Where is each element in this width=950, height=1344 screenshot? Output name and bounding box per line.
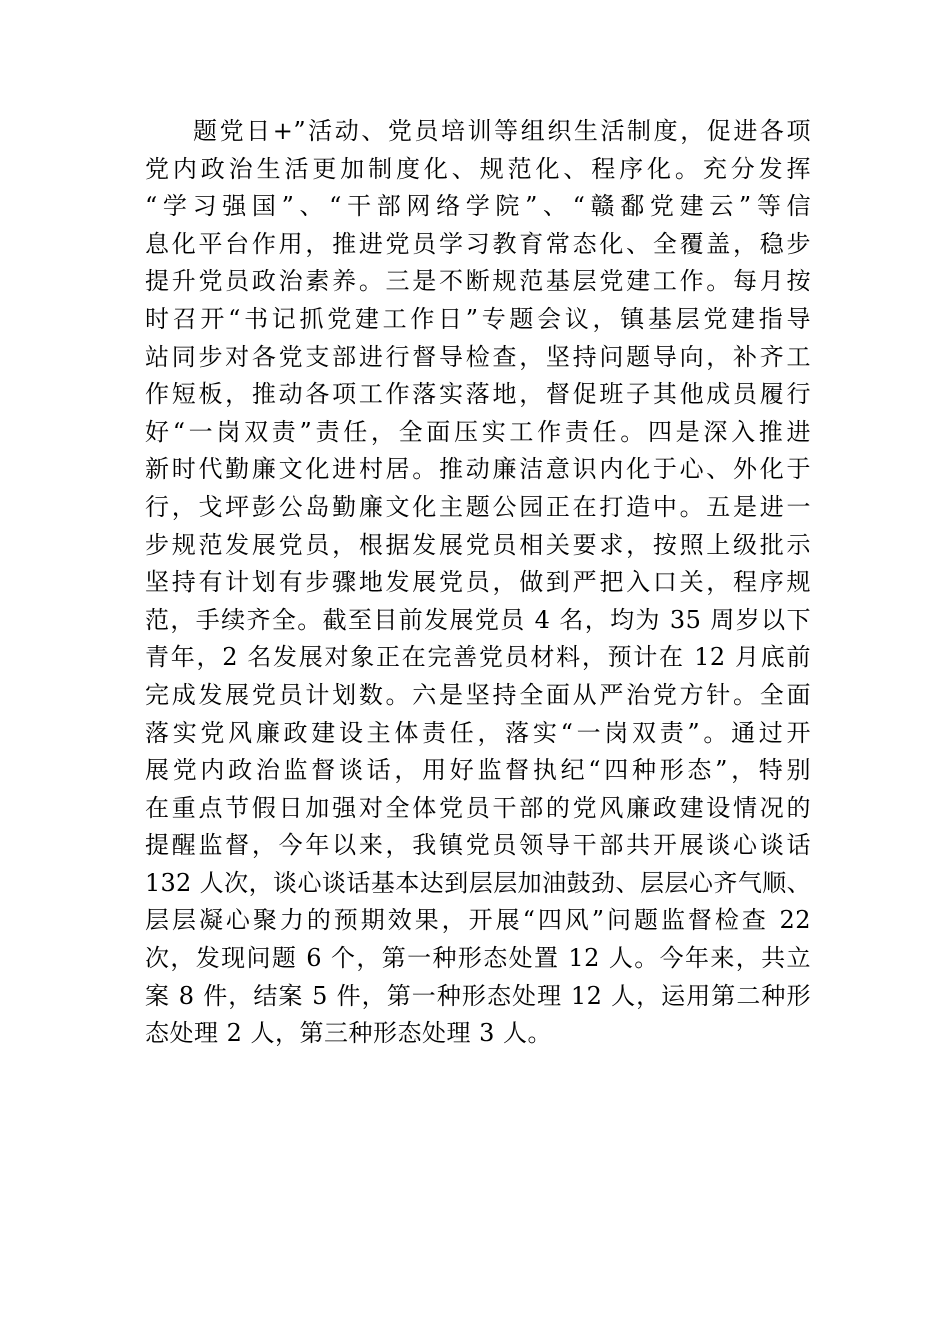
text-line: 题党日+”活动、党员培训等组织生活制度，促进各项 <box>193 117 811 145</box>
text-line: 132 人次，谈心谈话基本达到层层加油鼓劲、层层心齐气顺、 <box>145 868 811 897</box>
text-line: 新时代勤廉文化进村居。推动廉洁意识内化于心、外化于 <box>145 455 811 484</box>
text-line: 党内政治生活更加制度化、规范化、程序化。充分发挥 <box>145 154 811 183</box>
text-line: 坚持有计划有步骤地发展党员，做到严把入口关，程序规 <box>145 568 811 597</box>
text-line: “学习强国”、“干部网络学院”、“赣鄱党建云”等信 <box>145 192 811 221</box>
text-line: 案 8 件，结案 5 件，第一种形态处理 12 人，运用第二种形 <box>145 981 811 1010</box>
text-line: 提醒监督，今年以来，我镇党员领导干部共开展谈心谈话 <box>145 831 811 860</box>
text-line: 展党内政治监督谈话，用好监督执纪“四种形态”，特别 <box>145 756 811 785</box>
text-line: 行，戈坪彭公岛勤廉文化主题公园正在打造中。五是进一 <box>145 492 811 521</box>
text-line: 在重点节假日加强对全体党员干部的党风廉政建设情况的 <box>145 793 811 822</box>
text-line: 范，手续齐全。截至目前发展党员 4 名，均为 35 周岁以下 <box>145 605 811 634</box>
text-line: 步规范发展党员，根据发展党员相关要求，按照上级批示 <box>145 530 811 559</box>
text-line: 层层凝心聚力的预期效果，开展“四风”问题监督检查 22 <box>145 906 811 935</box>
text-line: 时召开“书记抓党建工作日”专题会议，镇基层党建指导 <box>145 304 811 333</box>
text-line: 态处理 2 人，第三种形态处理 3 人。 <box>145 1019 553 1048</box>
text-line: 作短板，推动各项工作落实落地，督促班子其他成员履行 <box>145 380 811 409</box>
text-line: 好“一岗双责”责任，全面压实工作责任。四是深入推进 <box>145 417 811 446</box>
text-line: 青年，2 名发展对象正在完善党员材料，预计在 12 月底前 <box>145 643 811 672</box>
text-line: 息化平台作用，推进党员学习教育常态化、全覆盖，稳步 <box>145 229 811 258</box>
text-line: 落实党风廉政建设主体责任，落实“一岗双责”。通过开 <box>145 718 811 747</box>
text-line: 完成发展党员计划数。六是坚持全面从严治党方针。全面 <box>145 680 811 709</box>
body-paragraph <box>145 113 811 1053</box>
text-line: 次，发现问题 6 个，第一种形态处置 12 人。今年来，共立 <box>145 944 811 973</box>
text-line: 站同步对各党支部进行督导检查，坚持问题导向，补齐工 <box>145 342 811 371</box>
text-line: 提升党员政治素养。三是不断规范基层党建工作。每月按 <box>145 267 811 296</box>
